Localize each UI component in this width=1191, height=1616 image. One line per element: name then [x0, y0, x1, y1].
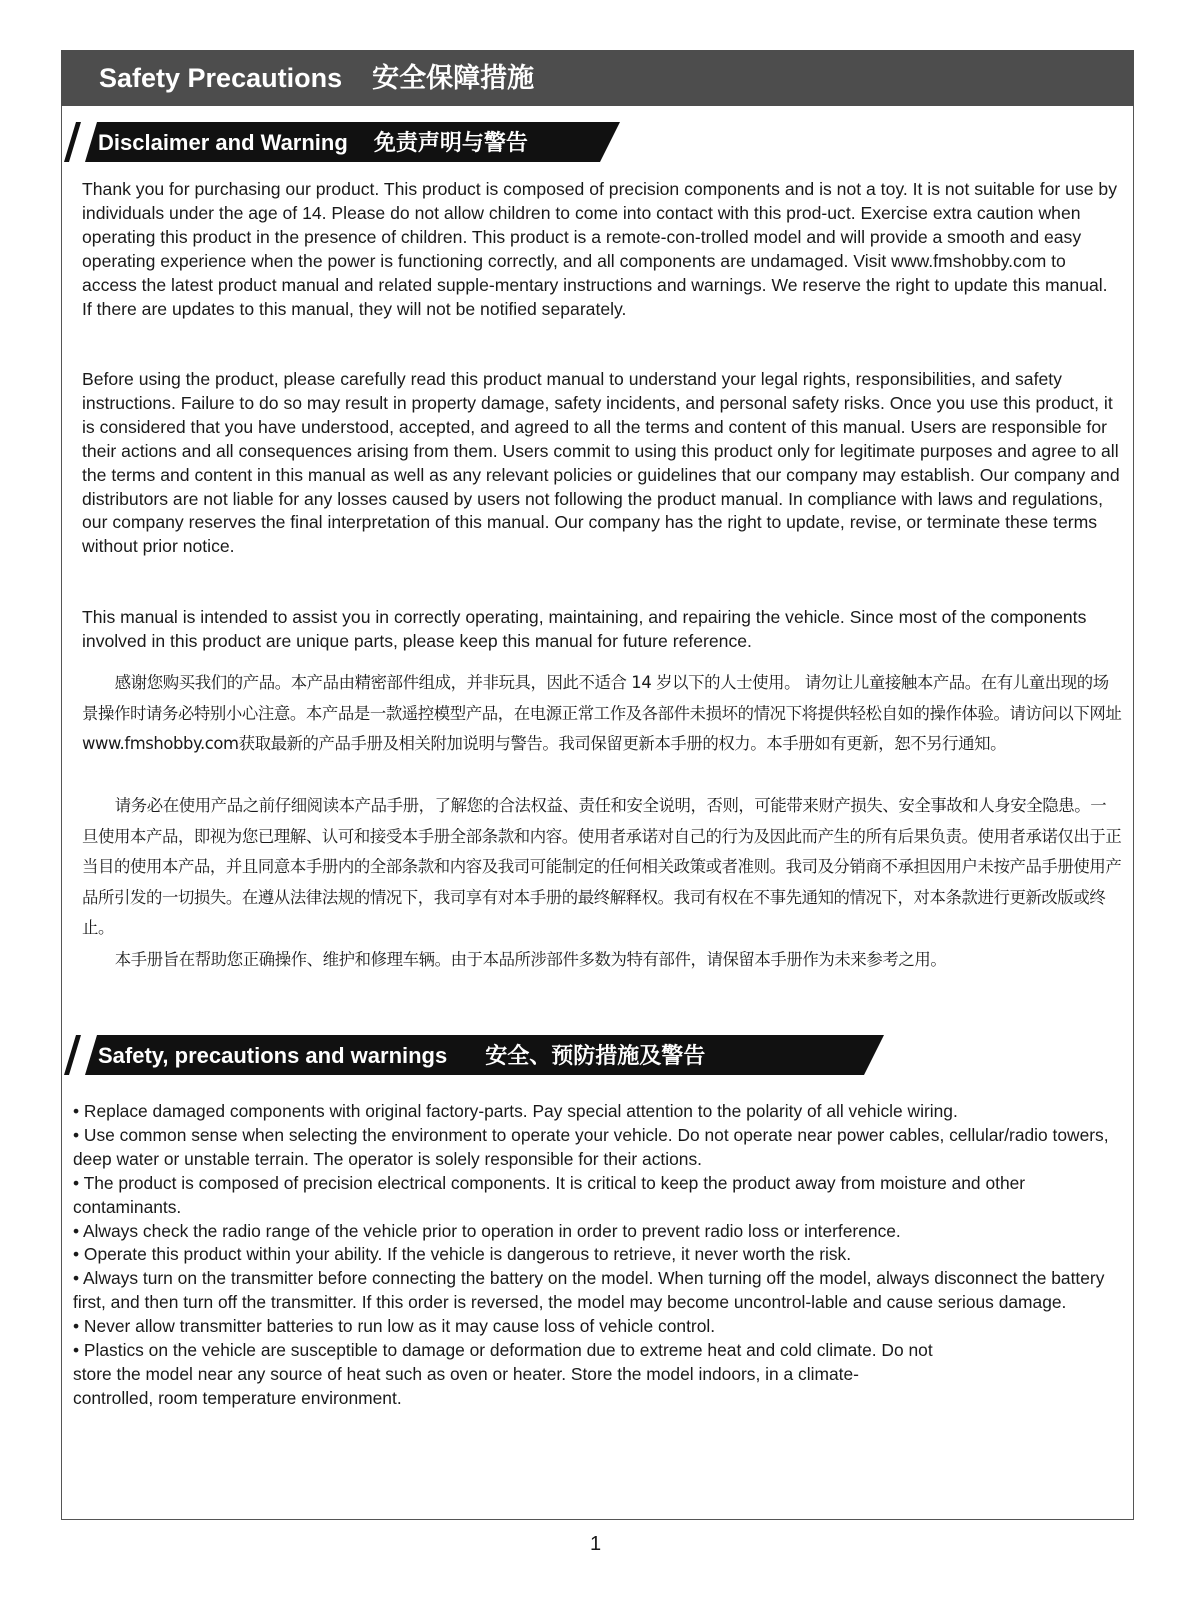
list-item: • Plastics on the vehicle are susceptible to damage or deformation due to extreme heat and cold climate. Do not store the model near any source of heat such as oven or heater. Store the model indoors, in a climate-controlled, room temperature environment.	[73, 1340, 933, 1408]
safety-heading-zh: 安全、预防措施及警告	[485, 1044, 706, 1069]
list-item: • Replace damaged components with original factory-parts. Pay special attention to the polarity of all vehicle wiring.	[73, 1101, 958, 1121]
disclaimer-paragraph-en-1: Thank you for purchasing our product. This product is composed of precision components and is not a toy. It is not suitable for use by individuals under the age of 14. Please do not allow children to come into contact with this prod-uct. Exercise extra caution when operating this product in the presence of children. This product is a remote-con-trolled model and will provide a smooth and easy operating experience when the power is functioning correctly, and all components are undamaged. Visit www.fmshobby.com to access the latest product manual and related supple-mentary instructions and warnings. We reserve the right to update this manual. If there are updates to this manual, they will not be notified separately.	[82, 179, 1118, 319]
safety-heading	[98, 1035, 705, 1075]
disclaimer-paragraph-zh-1: 感谢您购买我们的产品。本产品由精密部件组成，并非玩具，因此不适合 14 岁以下的人士使用。 请勿让儿童接触本产品。在有儿童出现的场景操作时请务必特别小心注意。本产品是一款遥控模型产品，在电源正常工作及各部件未损坏的情况下将提供轻松自如的操作体验。请访问以下网址www.fmshobby.com获取最新的产品手册及相关附加说明与警告。我司保留更新本手册的权力。本手册如有更新，恕不另行通知。	[82, 673, 1122, 754]
list-item: • The product is composed of precision electrical components. It is critical to keep the product away from moisture and other contaminants.	[73, 1172, 1026, 1217]
page-number: 1	[589, 1533, 602, 1555]
disclaimer-paragraph-zh-3: 本手册旨在帮助您正确操作、维护和修理车辆。由于本品所涉部件多数为特有部件，请保留本手册作为未来参考之用。	[114, 950, 947, 969]
safety-banner	[64, 1035, 884, 1075]
list-item: • Never allow transmitter batteries to run low as it may cause loss of vehicle control.	[73, 1316, 716, 1337]
disclaimer-paragraph-en-2: Before using the product, please carefully read this product manual to understand your legal rights, responsibilities, and safety instructions. Failure to do so may result in property damage, safety incidents, and personal safety risks. Once you use this product, it is considered that you have understood, accepted, and agreed to all the terms and content of this manual. Users are responsible for their actions and all consequences arising from them. Users commit to using this product only for legitimate purposes and agree to all the terms and content in this manual as well as any relevant policies or guidelines that our company may establish. Our company and distributors are not liable for any losses caused by users not following the product manual. In compliance with laws and regulations, our company reserves the final interpretation of this manual. Our company has the right to update, revise, or terminate these terms without prior notice.	[82, 369, 1120, 557]
disclaimer-heading	[98, 122, 528, 162]
disclaimer-heading-zh: 免责声明与警告	[373, 131, 528, 156]
list-item: • Always check the radio range of the vehicle prior to operation in order to prevent radio loss or interference.	[73, 1220, 901, 1241]
disclaimer-heading-en: Disclaimer and Warning	[98, 130, 348, 155]
page-title-en: Safety Precautions	[99, 63, 343, 93]
safety-heading-en: Safety, precautions and warnings	[98, 1043, 448, 1068]
page-title	[61, 50, 1134, 106]
disclaimer-banner	[64, 122, 620, 162]
safety-bullet-list	[73, 1100, 1123, 1411]
disclaimer-paragraph-zh-2: 请务必在使用产品之前仔细阅读本产品手册，了解您的合法权益、责任和安全说明，否则，可能带来财产损失、安全事故和人身安全隐患。一旦使用本产品，即视为您已理解、认可和接受本手册全部条款和内容。使用者承诺对自己的行为及因此而产生的所有后果负责。使用者承诺仅出于正当目的使用本产品，并且同意本手册内的全部条款和内容及我司可能制定的任何相关政策或者准则。我司及分销商不承担因用户未按产品手册使用产品所引发的一切损失。在遵从法律法规的情况下，我司享有对本手册的最终解释权。我司有权在不事先通知的情况下，对本条款进行更新改版或终止。	[82, 796, 1122, 938]
list-item: • Always turn on the transmitter before connecting the battery on the model. When turning off the model, always disconnect the battery first, and then turn off the transmitter. If this order is reversed, the model may become uncontrol-lable and cause serious damage.	[73, 1268, 1105, 1313]
disclaimer-paragraph-en-3: This manual is intended to assist you in correctly operating, maintaining, and repairing the vehicle. Since most of the components involved in this product are unique parts, please keep this manual for future reference.	[82, 607, 1087, 651]
list-item: • Operate this product within your ability. If the vehicle is dangerous to retrieve, it never worth the risk.	[73, 1244, 852, 1265]
list-item: • Use common sense when selecting the environment to operate your vehicle. Do not operate near power cables, cellular/radio towers, deep water or unstable terrain. The operator is solely responsible for their actions.	[73, 1124, 1109, 1169]
page-title-zh: 安全保障措施	[372, 63, 535, 94]
